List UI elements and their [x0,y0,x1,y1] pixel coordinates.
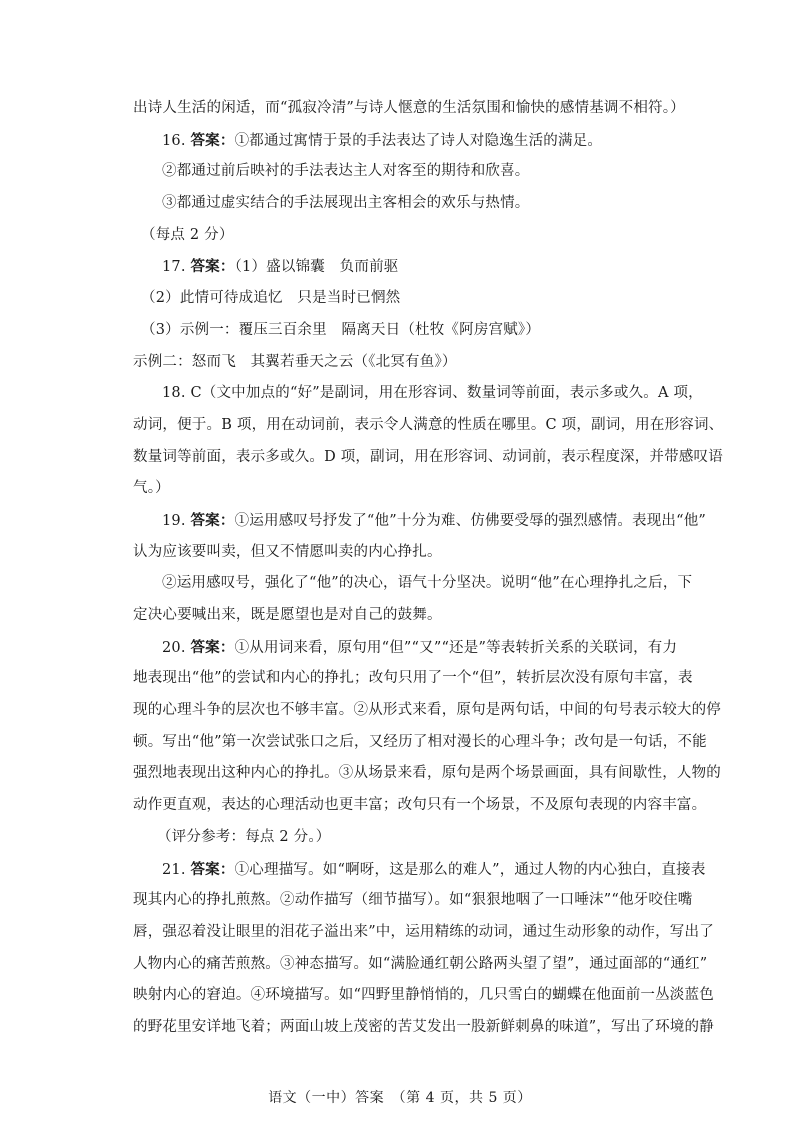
answer-18-line: 18. C（文中加点的“好”是副词，用在形容词、数量词等前面，表示多或久。A 项， [162,385,703,402]
text-line: ③都通过虚实结合的手法展现出主客相会的欢乐与热情。 [162,195,530,212]
answer-label: 答案： [190,638,235,656]
text-line: 示例二：怒而飞 其翼若垂天之云（《北冥有鱼》） [133,353,457,370]
answer-21-line: 21. 答案：①心理描写。如“啊呀，这是那么的难人”，通过人物的内心独白，直接表 [162,860,706,878]
text-line: 现其内心的挣扎煎熬。②动作描写（细节描写）。如“狠狠地咽了一口唾沫”“他牙咬住嘴 [133,892,693,909]
text-line: 强烈地表现出这种内心的挣扎。③从场景来看，原句是两个场景画面，具有间歇性，人物的 [133,765,721,782]
text-line: ②都通过前后映衬的手法表达主人对客至的期待和欣喜。 [162,163,530,180]
text-line: 动作更直观，表达的心理活动也更丰富；改句只有一个场景，不及原句表现的内容丰富。 [133,797,707,814]
scoring-note: （评分参考：每点 2 分。） [157,828,331,845]
question-number: 20. [162,639,186,656]
text-line: 数量词等前面，表示多或久。D 项，副词，用在形容词、动词前，表示程度深，并带感叹语 [133,448,723,465]
answer-16-line: 16. 答案：①都通过寓情于景的手法表达了诗人对隐逸生活的满足。 [162,131,603,149]
text-line: 出诗人生活的闲适，而“孤寂冷清”与诗人惬意的生活氛围和愉快的感情基调不相符。） [133,100,685,116]
answer-17-line: 17. 答案：（1）盛以锦囊 负而前驱 [162,258,399,276]
answer-label: 答案： [190,258,235,276]
text-line: 人物内心的痛苦煎熬。③神态描写。如“满脸通红朝公路两头望了望”，通过面部的“通红” [133,955,708,972]
question-number: 17. [162,259,186,276]
text-line: 唇，强忍着没让眼里的泪花子溢出来”中，运用精练的动词，通过生动形象的动作，写出了 [133,923,714,940]
text-line: 气。） [133,480,170,497]
text-line: 认为应该要叫卖，但又不情愿叫卖的内心挣扎。 [133,543,442,560]
text-line: 顿。写出“他”第一次尝试张口之后，又经历了相对漫长的心理斗争；改句是一句话，不能 [133,733,707,750]
text-line: 动词，便于。B 项，用在动词前，表示令人满意的性质在哪里。C 项，副词，用在形容词、 [133,416,724,433]
text-line: 定决心要喊出来，既是愿望也是对自己的鼓舞。 [133,607,442,623]
text-line: ②运用感叹号，强化了“他”的决心，语气十分坚决。说明“他”在心理挣扎之后，下 [162,575,693,592]
text-line: （2）此情可待成追忆 只是当时已惘然 [141,290,401,307]
text-line: （3）示例一：覆压三百余里 隔离天日（杜牧《阿房宫赋》） [141,321,541,338]
answer-label: 答案： [190,131,235,149]
answer-label: 答案： [190,860,235,878]
page-footer: 语文（一中）答案 （第 4 页，共 5 页） [268,1090,532,1106]
answer-19-line: 19. 答案：①运用感叹号抒发了“他”十分为难、仿佛要受辱的强烈感情。表现出“他” [162,511,707,529]
question-number: 19. [162,512,186,529]
question-number: 16. [162,132,186,149]
text-line: 现的心理斗争的层次也不够丰富。②从形式来看，原句是两句话，中间的句号表示较大的停 [133,702,721,719]
text-line: 映射内心的窘迫。④环境描写。如“四野里静悄悄的，几只雪白的蝴蝶在他面前一丛淡蓝色 [133,987,714,1004]
answer-label: 答案： [190,511,235,529]
text-line: 地表现出“他”的尝试和内心的挣扎；改句只用了一个“但”，转折层次没有原句丰富，表 [133,670,693,687]
answer-content [133,93,724,1044]
answer-20-line: 20. 答案：①从用词来看，原句用“但”“又”“还是”等表转折关系的关联词，有力 [162,638,678,656]
question-number: 21. [162,861,186,878]
text-line: 的野花里安详地飞着；两面山坡上茂密的苦艾发出一股新鲜刺鼻的味道”，写出了环境的静 [133,1018,714,1035]
scoring-note: （每点 2 分） [141,226,234,243]
